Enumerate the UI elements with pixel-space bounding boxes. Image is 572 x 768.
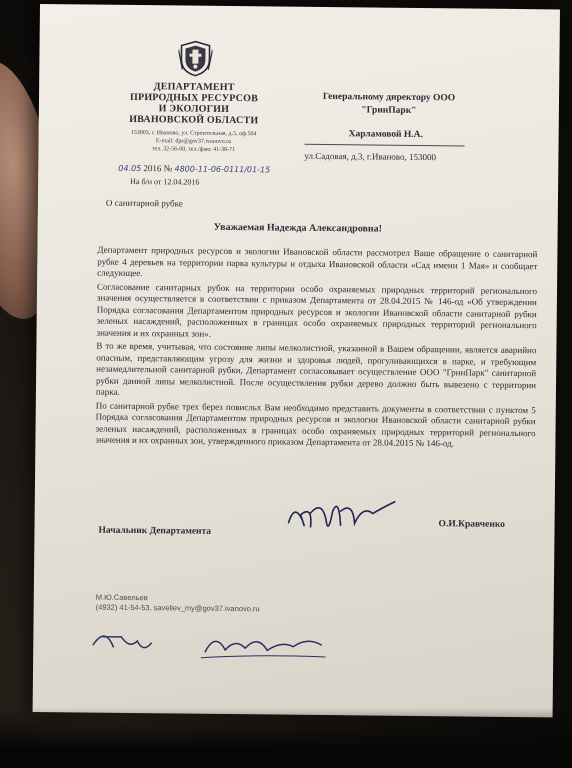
divider — [305, 144, 465, 147]
outgoing-number-line — [118, 163, 338, 175]
year-text: 2016 № — [143, 163, 173, 174]
letter-sheet — [33, 4, 560, 717]
letter-subject: О санитарной рубке — [105, 197, 183, 209]
executor-contacts: (4932) 41-54-53, saveliev_my@gov37.ivanovo.ru — [95, 602, 260, 614]
recipient-line-1: Генеральному директору ООО — [322, 91, 456, 104]
dept-line-3: И ЭКОЛОГИИ — [158, 103, 230, 115]
paragraph: В то же время, учитывая, что состояние липы мелколистной, указанной в Вашем обращении, является аварийно опасным, представляющим угрозу для жизни и здоровья людей, прогуливающихся в парке, и требующим незамедлительной санитарной рубки, Департамент согласовывает осуществление ООО "ГринПарк" санитарной рубки данной липы мелколистной. После осуществления рубки дерево должно быть вывезено с территории парка. — [95, 340, 537, 397]
in-reply-line: На б/н от 12.04.2016 — [130, 176, 200, 187]
dept-address: 153003, г. Иваново, ул. Строительная, д.5, оф.504 — [130, 129, 257, 138]
paragraph: Согласование санитарных рубок на территории особо охраняемых природных территорий регионального значения осуществляется в соответствии с приказом Департамента от 28.04.2015 № 146-од «Об утверждении Порядка согласования Департаментом природных ресурсов и экологии Ивановской области санитарной рубки зеленых насаждений, расположенных в границах особо охраняемых природных территорий регионального значения и их охранных зон». — [96, 281, 538, 339]
signer-name: О.И.Кравченко — [438, 519, 505, 530]
signer-title: Начальник Департамента — [98, 525, 212, 537]
letter-body — [95, 245, 537, 453]
executor-block — [96, 593, 260, 615]
bottom-shadow — [0, 708, 572, 768]
recipient-block — [309, 91, 469, 119]
handwritten-visa-icon — [85, 623, 345, 670]
dept-line-2: ПРИРОДНЫХ РЕСУРСОВ — [130, 91, 259, 105]
coat-of-arms-icon — [178, 39, 212, 77]
handwritten-number: 4800-11-06-0111/01-15 — [174, 164, 271, 175]
department-contacts — [108, 129, 278, 155]
paragraph: По санитарной рубке трех берез повисльх Вам необходимо представить документы в соответствии с пунктом 5 Порядка согласования Департаментом природных ресурсов и экологии Ивановской области санитарной рубки зеленых насаждений, расположенных в границах особо охраняемых природных территорий регионального значения и их охранных зон, утвержденного приказом Департамента от 28.04.2015 № 146-од. — [95, 400, 536, 449]
dept-phone: тел. 32-56-00, тел./факс 41-38-71 — [151, 146, 236, 154]
department-name — [119, 81, 269, 127]
recipient-line-2: "ГринПарк" — [361, 105, 417, 116]
dept-line-4: ИВАНОВСКОЙ ОБЛАСТИ — [129, 113, 259, 127]
dept-email: E-mail: dpr@gov37.ivanovo.ru — [155, 138, 232, 146]
recipient-address: ул.Садовая, д.3, г.Иваново, 153000 — [304, 150, 437, 163]
recipient-name: Харламовой Н.А. — [348, 129, 423, 141]
handwritten-date: 04.05 — [118, 163, 142, 174]
executor-name: М.Ю.Савельев — [95, 592, 148, 603]
salutation: Уважаемая Надежда Александровна! — [213, 221, 383, 235]
dept-line-1: ДЕПАРТАМЕНТ — [153, 81, 235, 94]
signature-icon — [282, 493, 402, 540]
paragraph: Департамент природных ресурсов и экологии Ивановской области рассмотрел Ваше обращение о санитарной рубке 4 деревьев на территории парка культуры и отдыха Ивановской области «Сад имени 1 Мая» и сообщает следующее. — [97, 244, 538, 279]
